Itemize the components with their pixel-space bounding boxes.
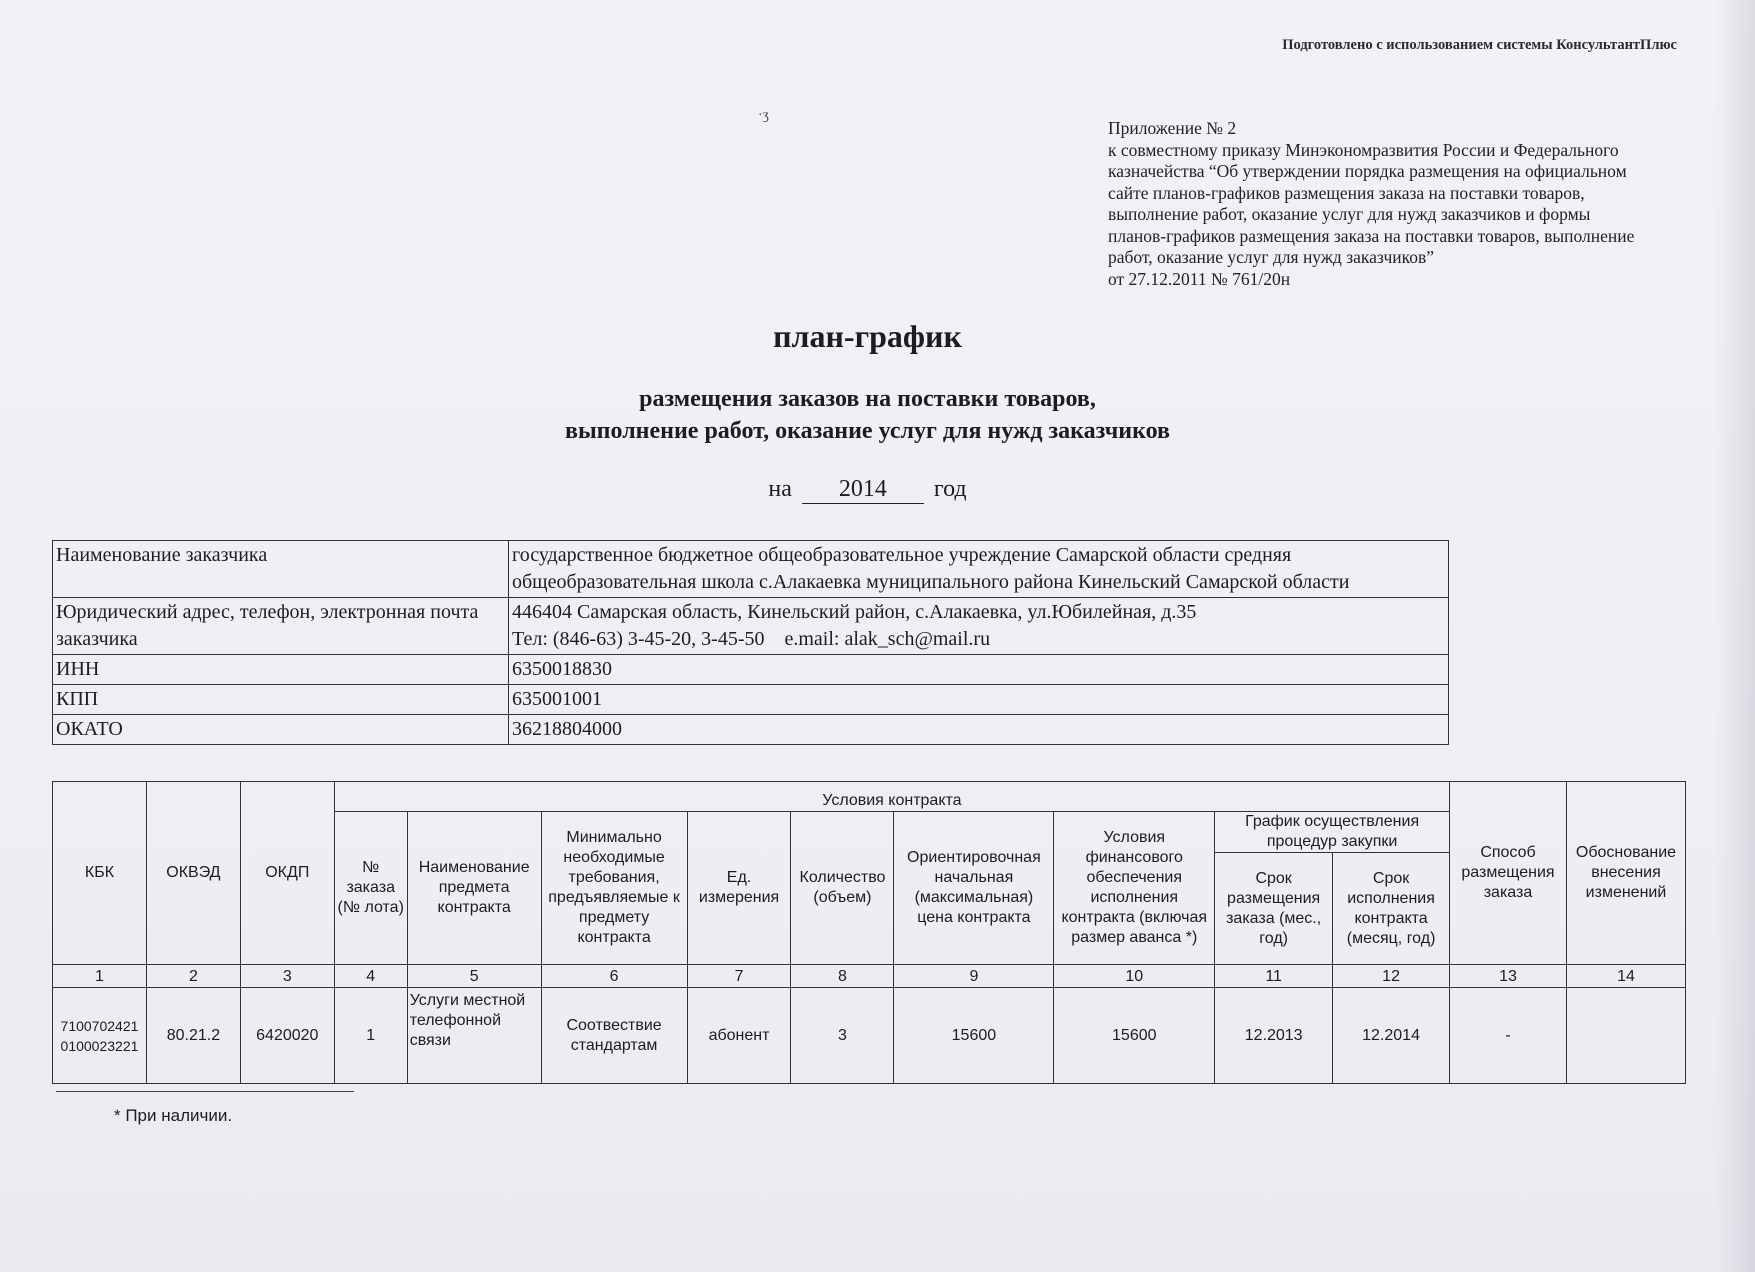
okato-label: ОКАТО	[53, 715, 509, 745]
header-kbk: КБК	[53, 782, 147, 965]
year-value: 2014	[802, 476, 924, 504]
column-number: 12	[1333, 965, 1450, 988]
header-requirements: Минимально необходимые требования, предъявляемые к предмету контракта	[541, 812, 687, 965]
appendix-line: к совместному приказу Минэкономразвития России и Федерального	[1108, 139, 1619, 160]
prepared-brand: КонсультантПлюс	[1556, 37, 1677, 53]
header-execution-term: Срок исполнения контракта (месяц, год)	[1333, 853, 1450, 965]
column-number: 5	[407, 965, 541, 988]
cell-method: -	[1450, 988, 1567, 1084]
appendix-line: сайте планов-графиков размещения заказа на поставки товаров,	[1108, 182, 1585, 203]
kpp-label: КПП	[53, 685, 509, 715]
column-number: 13	[1450, 965, 1567, 988]
cell-price: 15600	[894, 988, 1054, 1084]
appendix-line: казначейства “Об утверждении порядка размещения на официальном	[1108, 161, 1627, 181]
customer-name-label: Наименование заказчика	[53, 541, 509, 598]
customer-address-value	[509, 598, 1449, 655]
customer-contacts-line: Тел: (846-63) 3-45-20, 3-45-50 e.mail: alak_sch@mail.ru	[512, 628, 991, 650]
header-price: Ориентировочная начальная (максимальная) цена контракта	[894, 812, 1054, 965]
column-number: 2	[146, 965, 240, 988]
cell-placement-term: 12.2013	[1215, 988, 1333, 1084]
column-number: 10	[1054, 965, 1215, 988]
appendix-line: от 27.12.2011 № 761/20н	[1108, 268, 1291, 289]
customer-row-address	[53, 598, 1449, 655]
header-subject: Наименование предмета контракта	[407, 812, 541, 965]
cell-order-no: 1	[334, 988, 407, 1084]
customer-info-table	[52, 540, 1449, 745]
year-suffix: год	[933, 476, 967, 502]
table-row	[53, 988, 1686, 1084]
header-row-1	[53, 782, 1686, 812]
appendix-line: планов-графиков размещения заказа на поставки товаров, выполнение	[1108, 225, 1635, 246]
customer-row-inn	[53, 655, 1449, 685]
year-line	[0, 476, 1735, 504]
cell-okved: 80.21.2	[146, 988, 240, 1084]
header-justification: Обоснование внесения изменений	[1566, 782, 1685, 965]
page-edge-shadow	[1715, 0, 1755, 1272]
inn-label: ИНН	[53, 655, 509, 685]
column-number: 4	[334, 965, 407, 988]
scan-speck: ·ʒ	[758, 108, 769, 123]
appendix-line: работ, оказание услуг для нужд заказчиков”	[1108, 247, 1435, 267]
cell-okdp: 6420020	[240, 988, 334, 1084]
appendix-block	[1108, 118, 1698, 290]
year-prefix: на	[768, 476, 792, 502]
header-quantity: Количество (объем)	[791, 812, 894, 965]
column-number: 9	[894, 965, 1054, 988]
cell-security: 15600	[1054, 988, 1215, 1084]
cell-subject: Услуги местной телефонной связи	[407, 988, 541, 1084]
document-title: план-график	[773, 318, 962, 354]
cell-execution-term: 12.2014	[1333, 988, 1450, 1084]
appendix-line: Приложение № 2	[1108, 118, 1237, 138]
header-unit: Ед. измерения	[687, 812, 791, 965]
okato-value: 36218804000	[509, 715, 1449, 745]
footnote-separator	[56, 1091, 354, 1092]
customer-row-okato	[53, 715, 1449, 745]
cell-kbk	[53, 988, 147, 1084]
column-number: 1	[53, 965, 147, 988]
column-number-row	[53, 965, 1686, 988]
header-placement-term: Срок размещения заказа (мес., год)	[1215, 853, 1333, 965]
customer-row-name	[53, 541, 1449, 598]
column-number: 14	[1566, 965, 1685, 988]
header-contract-terms: Условия контракта	[334, 782, 1449, 812]
customer-address-label: Юридический адрес, телефон, электронная почта заказчика	[53, 598, 509, 655]
cell-justification	[1566, 988, 1685, 1084]
consultant-plus-header	[1282, 37, 1677, 54]
column-number: 6	[541, 965, 687, 988]
cell-requirements: Соотвествие стандартам	[541, 988, 687, 1084]
header-okdp: ОКДП	[240, 782, 334, 965]
appendix-line: выполнение работ, оказание услуг для нужд заказчиков и формы	[1108, 204, 1591, 224]
prepared-prefix: Подготовлено с использованием системы	[1282, 37, 1553, 53]
header-schedule: График осуществления процедур закупки	[1215, 812, 1450, 853]
header-order-no: № заказа (№ лота)	[334, 812, 407, 965]
plan-schedule-table	[52, 781, 1686, 1084]
kbk-line-2: 0100023221	[60, 1037, 139, 1054]
cell-unit: абонент	[687, 988, 791, 1084]
column-number: 3	[240, 965, 334, 988]
header-okved: ОКВЭД	[146, 782, 240, 965]
column-number: 8	[791, 965, 894, 988]
subtitle-line-1: размещения заказов на поставки товаров,	[639, 386, 1096, 412]
kpp-value: 635001001	[509, 685, 1449, 715]
column-number: 7	[687, 965, 791, 988]
column-number: 11	[1215, 965, 1333, 988]
customer-address-line: 446404 Самарская область, Кинельский район, с.Алакаевка, ул.Юбилейная, д.35	[512, 601, 1197, 623]
subtitle-line-2: выполнение работ, оказание услуг для нужд заказчиков	[564, 418, 1170, 444]
kbk-line-1: 7100702421	[60, 1017, 139, 1034]
header-security: Условия финансового обеспечения исполнения контракта (включая размер аванса *)	[1054, 812, 1215, 965]
customer-name-value: государственное бюджетное общеобразовательное учреждение Самарской области средняя общеобразовательная школа с.Алакаевка муниципального района Кинельский Самарской области	[509, 541, 1449, 598]
document-subtitle	[0, 383, 1735, 447]
header-method: Способ размещения заказа	[1450, 782, 1567, 965]
inn-value: 6350018830	[509, 655, 1449, 685]
customer-row-kpp	[53, 685, 1449, 715]
footnote: * При наличии.	[114, 1106, 233, 1125]
cell-quantity: 3	[791, 988, 894, 1084]
